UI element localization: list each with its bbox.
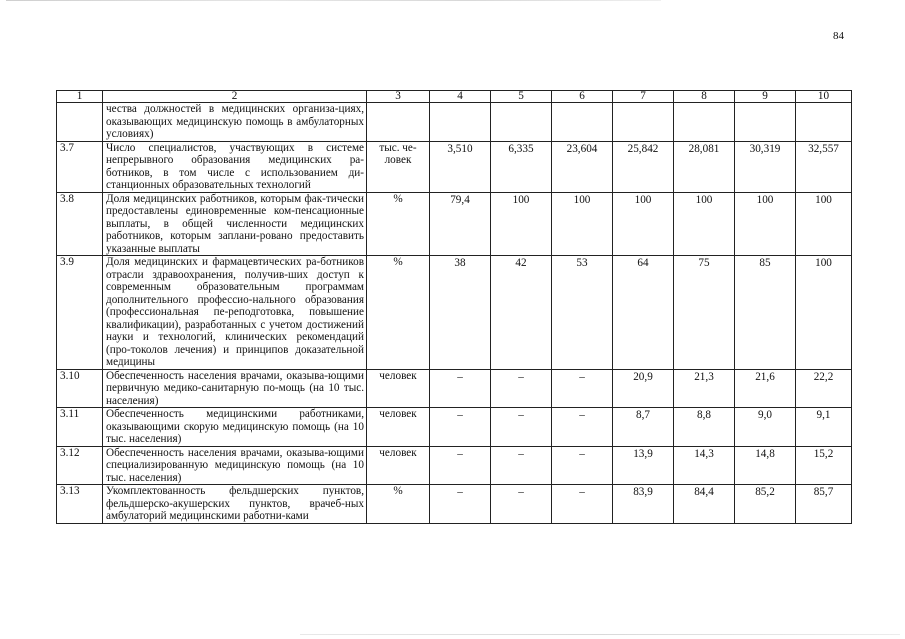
table-row [57, 408, 852, 447]
year-value: – [552, 369, 613, 408]
year-value: – [491, 369, 552, 408]
year-value [735, 103, 796, 142]
table-row [57, 369, 852, 408]
year-value: 100 [796, 256, 852, 370]
year-value: 14,8 [735, 446, 796, 485]
indicator-description: Обеспеченность медицинскими работниками, оказывающими скорую медицинскую помощь (на 10 тыс. населения) [103, 408, 367, 447]
year-value: – [491, 408, 552, 447]
unit-of-measure: тыс. че-ловек [367, 141, 430, 192]
year-value: 21,6 [735, 369, 796, 408]
table-row [57, 192, 852, 256]
year-value: 14,3 [674, 446, 735, 485]
column-number: 3 [367, 91, 430, 103]
year-value: 85,2 [735, 485, 796, 524]
year-value: 85 [735, 256, 796, 370]
unit-of-measure: % [367, 192, 430, 256]
indicator-description: Обеспеченность населения врачами, оказыва-ющими специализированную медицинскую помощь (на 10 тыс. населения) [103, 446, 367, 485]
column-number: 5 [491, 91, 552, 103]
row-number: 3.8 [57, 192, 103, 256]
year-value: 100 [613, 192, 674, 256]
year-value [552, 103, 613, 142]
year-value: 32,557 [796, 141, 852, 192]
indicator-description: Число специалистов, участвующих в системе непрерывного образования медицинских ра-ботников, в том числе с использованием ди-станционных образовательных технологий [103, 141, 367, 192]
indicator-description: Укомплектованность фельдшерских пунктов, фельдшерско-акушерских пунктов, врачеб-ных амбулаторий медицинскими работни-ками [103, 485, 367, 524]
year-value [674, 103, 735, 142]
table-row [57, 103, 852, 142]
year-value [613, 103, 674, 142]
row-number: 3.13 [57, 485, 103, 524]
year-value: 8,8 [674, 408, 735, 447]
year-value: – [491, 446, 552, 485]
year-value: 28,081 [674, 141, 735, 192]
table-row [57, 256, 852, 370]
year-value: 20,9 [613, 369, 674, 408]
year-value: 22,2 [796, 369, 852, 408]
table-row [57, 141, 852, 192]
year-value: 53 [552, 256, 613, 370]
year-value: – [552, 485, 613, 524]
column-number: 6 [552, 91, 613, 103]
year-value: 9,1 [796, 408, 852, 447]
year-value: – [552, 446, 613, 485]
page-number: 84 [833, 30, 844, 42]
year-value: 3,510 [430, 141, 491, 192]
row-number: 3.7 [57, 141, 103, 192]
year-value: 79,4 [430, 192, 491, 256]
year-value: 38 [430, 256, 491, 370]
column-number: 4 [430, 91, 491, 103]
unit-of-measure: человек [367, 408, 430, 447]
row-number: 3.12 [57, 446, 103, 485]
year-value: – [430, 446, 491, 485]
column-number: 9 [735, 91, 796, 103]
year-value: – [552, 408, 613, 447]
row-number: 3.9 [57, 256, 103, 370]
column-number: 10 [796, 91, 852, 103]
unit-of-measure: % [367, 256, 430, 370]
column-number: 1 [57, 91, 103, 103]
row-number: 3.11 [57, 408, 103, 447]
year-value: 100 [674, 192, 735, 256]
indicator-description: Доля медицинских и фармацевтических ра-ботников отрасли здравоохранения, получив-ших доступ к современным образовательным программам дополнительного профессио-нального образования (профессиональная пе-реподготовка, повышение квалификации), разработанных с учетом достижений науки и технологий, клинических рекомендаций (про-токолов лечения) и принципов доказательной медицины [103, 256, 367, 370]
scan-top-edge [6, 0, 661, 1]
unit-of-measure: % [367, 485, 430, 524]
row-number [57, 103, 103, 142]
year-value: 100 [491, 192, 552, 256]
column-number: 2 [103, 91, 367, 103]
year-value: 84,4 [674, 485, 735, 524]
indicator-description: Доля медицинских работников, которым фак-тически предоставлены единовременные ком-пенсационные выплаты, в общей численности медицинских работников, которым заплани-ровано предоставить указанные выплаты [103, 192, 367, 256]
year-value: – [430, 485, 491, 524]
table-row [57, 446, 852, 485]
year-value: 15,2 [796, 446, 852, 485]
year-value: 8,7 [613, 408, 674, 447]
year-value: – [430, 369, 491, 408]
scan-bottom-edge [300, 634, 900, 635]
year-value: 100 [796, 192, 852, 256]
year-value: 21,3 [674, 369, 735, 408]
year-value [430, 103, 491, 142]
year-value: 75 [674, 256, 735, 370]
table-body [57, 91, 852, 524]
year-value: 100 [552, 192, 613, 256]
year-value: 23,604 [552, 141, 613, 192]
year-value: 6,335 [491, 141, 552, 192]
indicator-description: Обеспеченность населения врачами, оказыва-ющими первичную медико-санитарную по-мощь (на 10 тыс. населения) [103, 369, 367, 408]
year-value [491, 103, 552, 142]
year-value [796, 103, 852, 142]
unit-of-measure: человек [367, 446, 430, 485]
year-value: 25,842 [613, 141, 674, 192]
year-value: 42 [491, 256, 552, 370]
year-value: 100 [735, 192, 796, 256]
year-value: 64 [613, 256, 674, 370]
year-value: – [491, 485, 552, 524]
unit-of-measure [367, 103, 430, 142]
row-number: 3.10 [57, 369, 103, 408]
year-value: – [430, 408, 491, 447]
column-number-row [57, 91, 852, 103]
column-number: 8 [674, 91, 735, 103]
year-value: 83,9 [613, 485, 674, 524]
indicator-description: чества должностей в медицинских организа-циях, оказывающих медицинскую помощь в амбулаторных условиях) [103, 103, 367, 142]
column-number: 7 [613, 91, 674, 103]
year-value: 13,9 [613, 446, 674, 485]
year-value: 9,0 [735, 408, 796, 447]
table-row [57, 485, 852, 524]
year-value: 30,319 [735, 141, 796, 192]
unit-of-measure: человек [367, 369, 430, 408]
year-value: 85,7 [796, 485, 852, 524]
indicators-table [56, 90, 852, 524]
